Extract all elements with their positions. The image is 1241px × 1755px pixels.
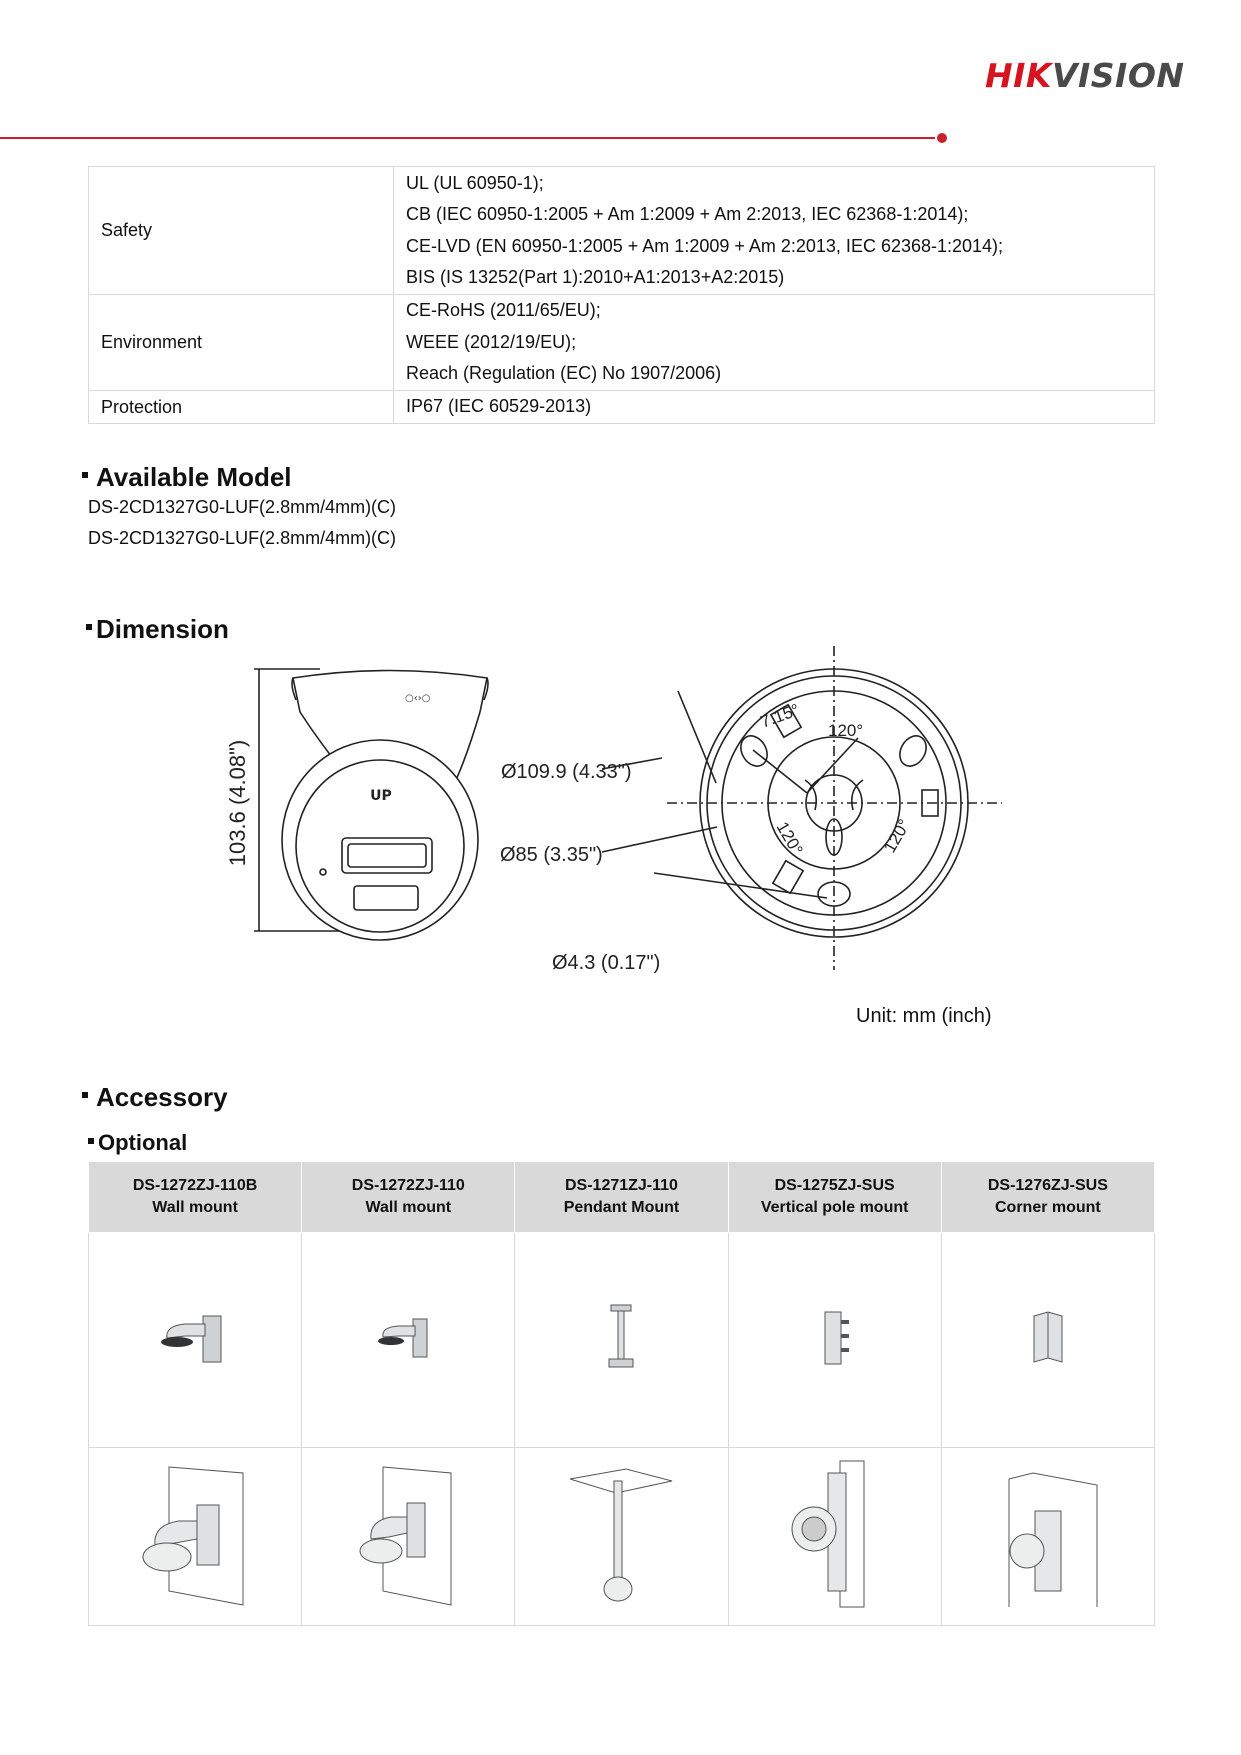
model-item: DS-2CD1327G0-LUF(2.8mm/4mm)(C) xyxy=(88,528,397,548)
accessory-table xyxy=(88,1161,1155,1626)
pole-mount-install-icon xyxy=(780,1459,890,1609)
accessory-install-row xyxy=(89,1448,1155,1626)
header-divider xyxy=(0,137,935,139)
spec-value-line: CE-RoHS (2011/65/EU); xyxy=(406,300,601,321)
available-model-title: Available Model xyxy=(82,462,292,493)
diameter-outer-label: Ø109.9 (4.33") xyxy=(501,761,632,783)
accessory-header: DS-1271ZJ-110 Pendant Mount xyxy=(515,1162,728,1233)
bullet-icon xyxy=(82,1092,88,1098)
spec-table xyxy=(88,166,1155,424)
accessory-install-image xyxy=(515,1448,728,1626)
diameter-inner-label: Ø85 (3.35") xyxy=(500,844,603,866)
pole-mount-icon xyxy=(815,1308,855,1368)
spec-row-protection xyxy=(89,391,1155,424)
spec-key: Safety xyxy=(89,167,394,295)
wall-mount-install-icon xyxy=(353,1459,463,1609)
bullet-icon xyxy=(82,472,88,478)
corner-mount-install-icon xyxy=(993,1459,1103,1609)
accessory-header: DS-1272ZJ-110B Wall mount xyxy=(89,1162,302,1233)
wall-mount-icon xyxy=(373,1313,443,1363)
pendant-mount-icon xyxy=(601,1303,641,1373)
spec-value-line: CB (IEC 60950-1:2005 + Am 1:2009 + Am 2:2013, IEC 62368-1:2014); xyxy=(406,204,969,224)
spec-value-line: UL (UL 60950-1); xyxy=(406,172,544,193)
accessory-install-image xyxy=(89,1448,302,1626)
spec-value-line: IP67 (IEC 60529-2013) xyxy=(406,396,592,417)
mount-clip xyxy=(773,861,803,894)
spec-value-line: WEEE (2012/19/EU); xyxy=(406,331,577,352)
accessory-product-image xyxy=(941,1233,1154,1448)
up-label: UP xyxy=(370,788,392,804)
height-label: 103.6 (4.08") xyxy=(225,739,250,867)
svg-text:○‹›○: ○‹›○ xyxy=(405,693,431,704)
header-divider-dot xyxy=(937,133,947,143)
bullet-icon xyxy=(88,1138,94,1144)
dimension-drawing xyxy=(225,640,1010,985)
spec-row-environment xyxy=(89,295,1155,391)
accessory-install-image xyxy=(728,1448,941,1626)
accessory-product-image xyxy=(302,1233,515,1448)
accessory-header: DS-1272ZJ-110 Wall mount xyxy=(302,1162,515,1233)
accessory-header: DS-1275ZJ-SUS Vertical pole mount xyxy=(728,1162,941,1233)
bullet-icon xyxy=(86,624,92,630)
dimension-title: Dimension xyxy=(86,614,229,645)
pendant-mount-install-icon xyxy=(566,1459,676,1609)
spec-key: Environment xyxy=(89,295,394,391)
spec-key: Protection xyxy=(89,391,394,424)
wall-mount-install-icon xyxy=(135,1459,255,1609)
spec-value-line: CE-LVD (EN 60950-1:2005 + Am 1:2009 + Am 2:2013, IEC 62368-1:2014); xyxy=(406,235,1004,256)
accessory-product-image xyxy=(89,1233,302,1448)
screw-slot xyxy=(895,731,932,771)
corner-mount-icon xyxy=(1028,1308,1068,1368)
spec-value xyxy=(394,167,1155,295)
spec-row-safety xyxy=(89,167,1155,295)
angle-label: 7.15° xyxy=(757,700,802,732)
hikvision-logo: HIKVISION xyxy=(985,56,1185,95)
unit-label: Unit: mm (inch) xyxy=(856,1005,992,1027)
angle-label: 120° xyxy=(880,816,915,856)
accessory-header: DS-1276ZJ-SUS Corner mount xyxy=(941,1162,1154,1233)
model-item: DS-2CD1327G0-LUF(2.8mm/4mm)(C) xyxy=(88,497,397,517)
optional-title: Optional xyxy=(88,1130,187,1156)
spec-value-line: BIS (IS 13252(Part 1):2010+A1:2013+A2:2015) xyxy=(406,267,785,287)
accessory-product-row xyxy=(89,1233,1155,1448)
angle-label: 120° xyxy=(828,721,864,740)
accessory-header-row xyxy=(89,1162,1155,1233)
accessory-product-image xyxy=(728,1233,941,1448)
diameter-hole-label: Ø4.3 (0.17") xyxy=(552,952,661,974)
accessory-product-image xyxy=(515,1233,728,1448)
accessory-title: Accessory xyxy=(82,1082,228,1113)
angle-label: 120° xyxy=(772,818,807,859)
spec-value-line: Reach (Regulation (EC) No 1907/2006) xyxy=(406,363,722,384)
accessory-install-image xyxy=(941,1448,1154,1626)
accessory-install-image xyxy=(302,1448,515,1626)
spec-value xyxy=(394,295,1155,391)
spec-value xyxy=(394,391,1155,424)
wall-mount-icon xyxy=(155,1308,235,1368)
